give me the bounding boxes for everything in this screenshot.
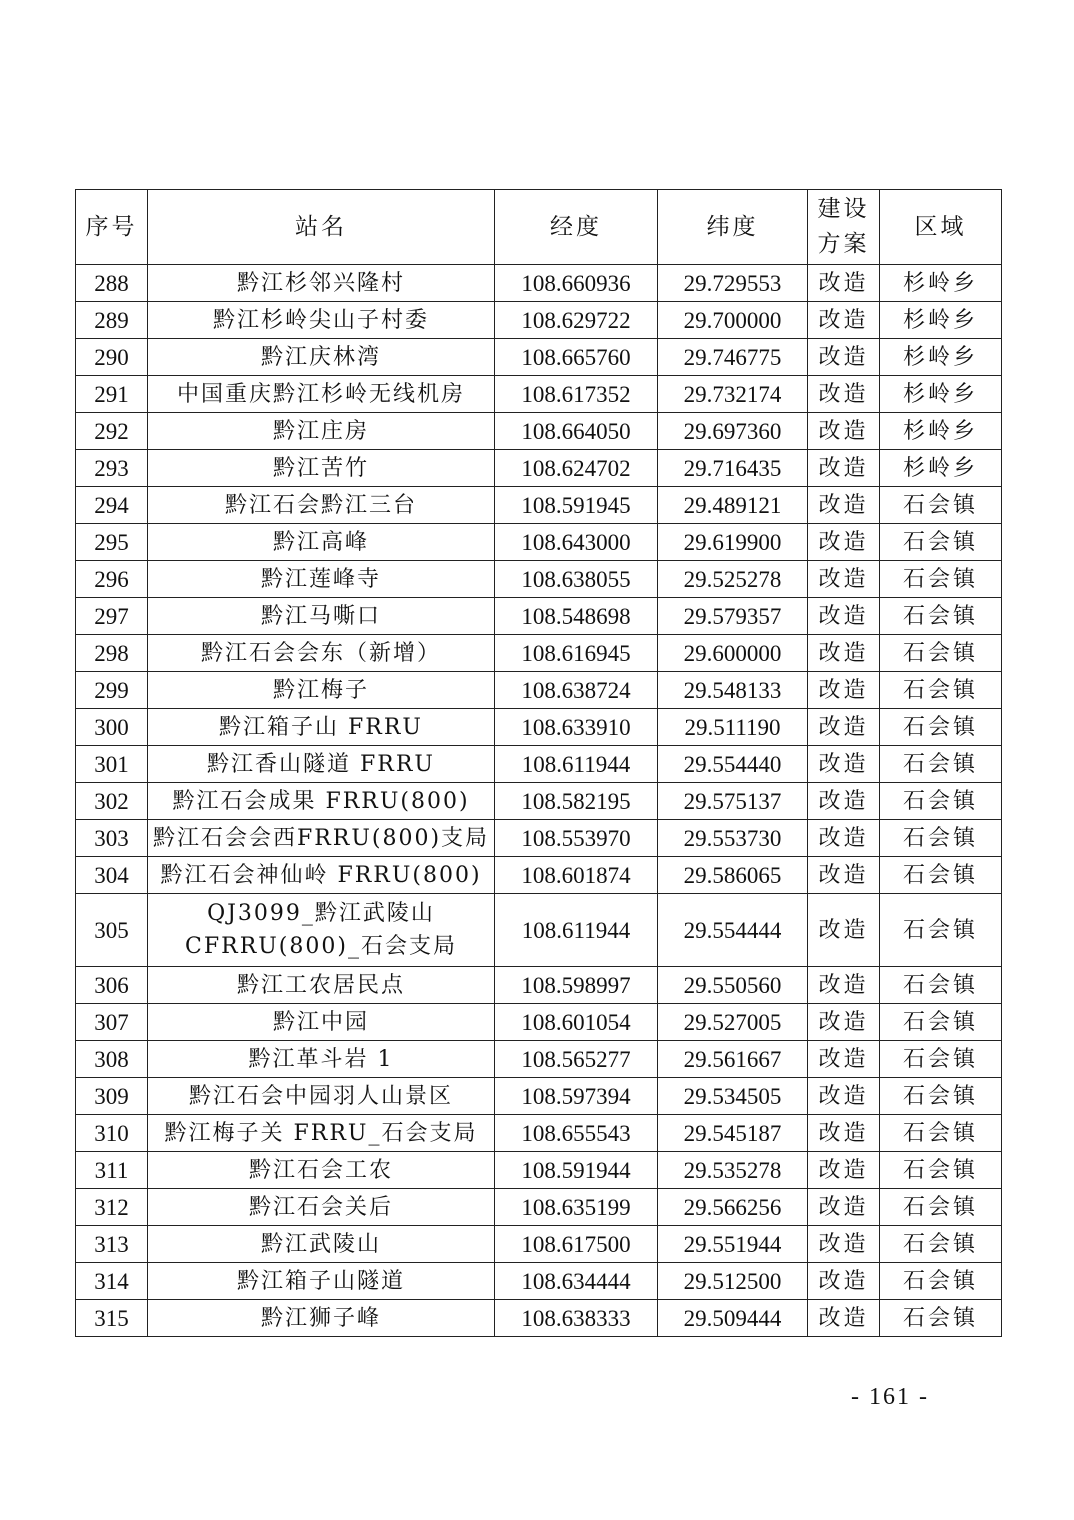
cell-latitude: 29.732174 <box>658 376 808 413</box>
cell-station-name: 黔江石会神仙岭 FRRU(800) <box>148 857 495 894</box>
cell-region: 杉岭乡 <box>880 376 1002 413</box>
cell-region: 石会镇 <box>880 1226 1002 1263</box>
cell-index: 314 <box>76 1263 148 1300</box>
cell-station-name: 黔江箱子山隧道 <box>148 1263 495 1300</box>
cell-longitude: 108.638724 <box>495 672 658 709</box>
cell-construction-plan: 改造 <box>808 709 880 746</box>
cell-latitude: 29.545187 <box>658 1115 808 1152</box>
cell-station-name: 黔江石会会西FRRU(800)支局 <box>148 820 495 857</box>
cell-construction-plan: 改造 <box>808 1226 880 1263</box>
cell-latitude: 29.489121 <box>658 487 808 524</box>
cell-longitude: 108.616945 <box>495 635 658 672</box>
cell-latitude: 29.527005 <box>658 1004 808 1041</box>
cell-construction-plan: 改造 <box>808 302 880 339</box>
cell-construction-plan: 改造 <box>808 1078 880 1115</box>
cell-construction-plan: 改造 <box>808 487 880 524</box>
cell-index: 307 <box>76 1004 148 1041</box>
cell-station-name: 黔江杉邻兴隆村 <box>148 265 495 302</box>
cell-index: 305 <box>76 894 148 967</box>
cell-latitude: 29.550560 <box>658 967 808 1004</box>
table-row <box>76 1300 1002 1337</box>
cell-latitude: 29.554440 <box>658 746 808 783</box>
cell-construction-plan: 改造 <box>808 598 880 635</box>
cell-station-name: 黔江石会黔江三台 <box>148 487 495 524</box>
cell-construction-plan: 改造 <box>808 967 880 1004</box>
cell-longitude: 108.598997 <box>495 967 658 1004</box>
cell-latitude: 29.551944 <box>658 1226 808 1263</box>
cell-region: 石会镇 <box>880 672 1002 709</box>
cell-region: 石会镇 <box>880 1300 1002 1337</box>
cell-construction-plan: 改造 <box>808 857 880 894</box>
cell-region: 石会镇 <box>880 487 1002 524</box>
cell-construction-plan: 改造 <box>808 1004 880 1041</box>
cell-index: 298 <box>76 635 148 672</box>
cell-index: 301 <box>76 746 148 783</box>
table-row <box>76 1263 1002 1300</box>
station-table <box>75 189 1002 1337</box>
cell-latitude: 29.548133 <box>658 672 808 709</box>
cell-longitude: 108.565277 <box>495 1041 658 1078</box>
cell-longitude: 108.611944 <box>495 746 658 783</box>
cell-station-name: 黔江梅子 <box>148 672 495 709</box>
cell-index: 293 <box>76 450 148 487</box>
table-row <box>76 598 1002 635</box>
header-longitude: 经度 <box>495 190 658 265</box>
cell-latitude: 29.512500 <box>658 1263 808 1300</box>
header-station-name: 站名 <box>148 190 495 265</box>
cell-latitude: 29.746775 <box>658 339 808 376</box>
cell-construction-plan: 改造 <box>808 635 880 672</box>
table-row <box>76 1226 1002 1263</box>
cell-construction-plan: 改造 <box>808 524 880 561</box>
cell-region: 石会镇 <box>880 1189 1002 1226</box>
cell-longitude: 108.629722 <box>495 302 658 339</box>
cell-longitude: 108.617352 <box>495 376 658 413</box>
cell-index: 292 <box>76 413 148 450</box>
cell-index: 303 <box>76 820 148 857</box>
cell-station-name: 黔江庆林湾 <box>148 339 495 376</box>
cell-region: 石会镇 <box>880 1004 1002 1041</box>
cell-construction-plan: 改造 <box>808 265 880 302</box>
cell-longitude: 108.617500 <box>495 1226 658 1263</box>
cell-region: 石会镇 <box>880 857 1002 894</box>
header-region: 区域 <box>880 190 1002 265</box>
cell-construction-plan: 改造 <box>808 1041 880 1078</box>
cell-longitude: 108.597394 <box>495 1078 658 1115</box>
cell-longitude: 108.665760 <box>495 339 658 376</box>
cell-longitude: 108.660936 <box>495 265 658 302</box>
cell-longitude: 108.591944 <box>495 1152 658 1189</box>
cell-region: 杉岭乡 <box>880 265 1002 302</box>
table-row <box>76 1078 1002 1115</box>
cell-longitude: 108.601054 <box>495 1004 658 1041</box>
cell-index: 295 <box>76 524 148 561</box>
cell-region: 石会镇 <box>880 820 1002 857</box>
cell-latitude: 29.535278 <box>658 1152 808 1189</box>
table-row <box>76 1152 1002 1189</box>
cell-longitude: 108.611944 <box>495 894 658 967</box>
cell-station-name: 黔江香山隧道 FRRU <box>148 746 495 783</box>
cell-latitude: 29.600000 <box>658 635 808 672</box>
table-body <box>76 265 1002 1337</box>
cell-latitude: 29.553730 <box>658 820 808 857</box>
cell-region: 石会镇 <box>880 894 1002 967</box>
cell-region: 石会镇 <box>880 783 1002 820</box>
cell-longitude: 108.664050 <box>495 413 658 450</box>
cell-longitude: 108.601874 <box>495 857 658 894</box>
cell-longitude: 108.643000 <box>495 524 658 561</box>
cell-longitude: 108.633910 <box>495 709 658 746</box>
cell-construction-plan: 改造 <box>808 413 880 450</box>
cell-region: 石会镇 <box>880 635 1002 672</box>
cell-station-name: 黔江工农居民点 <box>148 967 495 1004</box>
cell-index: 310 <box>76 1115 148 1152</box>
cell-station-name: 中国重庆黔江杉岭无线机房 <box>148 376 495 413</box>
cell-region: 石会镇 <box>880 561 1002 598</box>
cell-station-name: 黔江石会会东（新增） <box>148 635 495 672</box>
cell-station-name: 黔江中园 <box>148 1004 495 1041</box>
cell-latitude: 29.697360 <box>658 413 808 450</box>
table-row <box>76 1189 1002 1226</box>
cell-station-name: 黔江石会工农 <box>148 1152 495 1189</box>
cell-construction-plan: 改造 <box>808 783 880 820</box>
cell-index: 296 <box>76 561 148 598</box>
header-latitude: 纬度 <box>658 190 808 265</box>
cell-region: 石会镇 <box>880 524 1002 561</box>
cell-latitude: 29.561667 <box>658 1041 808 1078</box>
table-row <box>76 561 1002 598</box>
cell-region: 石会镇 <box>880 1115 1002 1152</box>
cell-station-name: 黔江莲峰寺 <box>148 561 495 598</box>
cell-longitude: 108.553970 <box>495 820 658 857</box>
cell-index: 300 <box>76 709 148 746</box>
cell-latitude: 29.525278 <box>658 561 808 598</box>
cell-construction-plan: 改造 <box>808 1300 880 1337</box>
cell-longitude: 108.655543 <box>495 1115 658 1152</box>
header-plan-line2: 方案 <box>817 231 870 257</box>
cell-index: 304 <box>76 857 148 894</box>
cell-station-name: 黔江杉岭尖山子村委 <box>148 302 495 339</box>
table-row <box>76 265 1002 302</box>
cell-station-name: 黔江武陵山 <box>148 1226 495 1263</box>
header-index: 序号 <box>76 190 148 265</box>
cell-latitude: 29.700000 <box>658 302 808 339</box>
cell-region: 石会镇 <box>880 709 1002 746</box>
cell-region: 石会镇 <box>880 746 1002 783</box>
cell-region: 石会镇 <box>880 1152 1002 1189</box>
cell-index: 311 <box>76 1152 148 1189</box>
cell-latitude: 29.554444 <box>658 894 808 967</box>
table-row <box>76 967 1002 1004</box>
cell-region: 石会镇 <box>880 1078 1002 1115</box>
cell-region: 杉岭乡 <box>880 413 1002 450</box>
cell-index: 308 <box>76 1041 148 1078</box>
table-row <box>76 709 1002 746</box>
cell-longitude: 108.591945 <box>495 487 658 524</box>
table-header-row <box>76 190 1002 265</box>
table-row <box>76 450 1002 487</box>
cell-station-name <box>148 894 495 967</box>
cell-index: 315 <box>76 1300 148 1337</box>
cell-station-name: 黔江马嘶口 <box>148 598 495 635</box>
cell-index: 309 <box>76 1078 148 1115</box>
cell-construction-plan: 改造 <box>808 1189 880 1226</box>
cell-latitude: 29.566256 <box>658 1189 808 1226</box>
cell-index: 294 <box>76 487 148 524</box>
cell-longitude: 108.582195 <box>495 783 658 820</box>
table-row <box>76 524 1002 561</box>
table-row <box>76 302 1002 339</box>
table-row <box>76 1115 1002 1152</box>
cell-region: 杉岭乡 <box>880 302 1002 339</box>
cell-construction-plan: 改造 <box>808 1263 880 1300</box>
cell-latitude: 29.509444 <box>658 1300 808 1337</box>
cell-latitude: 29.619900 <box>658 524 808 561</box>
cell-station-name: 黔江庄房 <box>148 413 495 450</box>
cell-longitude: 108.548698 <box>495 598 658 635</box>
cell-station-name: 黔江革斗岩 1 <box>148 1041 495 1078</box>
cell-index: 302 <box>76 783 148 820</box>
cell-construction-plan: 改造 <box>808 672 880 709</box>
cell-station-name: 黔江梅子关 FRRU_石会支局 <box>148 1115 495 1152</box>
cell-region: 石会镇 <box>880 1041 1002 1078</box>
cell-construction-plan: 改造 <box>808 1152 880 1189</box>
cell-latitude: 29.716435 <box>658 450 808 487</box>
cell-longitude: 108.635199 <box>495 1189 658 1226</box>
table-row <box>76 1041 1002 1078</box>
cell-construction-plan: 改造 <box>808 894 880 967</box>
cell-station-name: 黔江石会中园羽人山景区 <box>148 1078 495 1115</box>
cell-construction-plan: 改造 <box>808 746 880 783</box>
cell-index: 312 <box>76 1189 148 1226</box>
cell-station-name: 黔江石会关后 <box>148 1189 495 1226</box>
cell-latitude: 29.511190 <box>658 709 808 746</box>
cell-station-name: 黔江高峰 <box>148 524 495 561</box>
cell-latitude: 29.586065 <box>658 857 808 894</box>
cell-region: 石会镇 <box>880 967 1002 1004</box>
table-row <box>76 339 1002 376</box>
cell-index: 289 <box>76 302 148 339</box>
table-row <box>76 783 1002 820</box>
cell-construction-plan: 改造 <box>808 561 880 598</box>
cell-region: 杉岭乡 <box>880 339 1002 376</box>
cell-region: 石会镇 <box>880 598 1002 635</box>
cell-index: 290 <box>76 339 148 376</box>
table-row <box>76 820 1002 857</box>
cell-latitude: 29.534505 <box>658 1078 808 1115</box>
cell-region: 石会镇 <box>880 1263 1002 1300</box>
cell-station-name: 黔江石会成果 FRRU(800) <box>148 783 495 820</box>
cell-index: 299 <box>76 672 148 709</box>
cell-longitude: 108.638333 <box>495 1300 658 1337</box>
cell-construction-plan: 改造 <box>808 376 880 413</box>
cell-station-name: 黔江苦竹 <box>148 450 495 487</box>
station-name-line1: QJ3099_黔江武陵山 <box>207 901 435 926</box>
table-row <box>76 672 1002 709</box>
table-row <box>76 894 1002 967</box>
cell-index: 313 <box>76 1226 148 1263</box>
cell-construction-plan: 改造 <box>808 450 880 487</box>
table-row <box>76 746 1002 783</box>
cell-index: 306 <box>76 967 148 1004</box>
table-row <box>76 376 1002 413</box>
cell-station-name: 黔江箱子山 FRRU <box>148 709 495 746</box>
header-construction-plan <box>808 190 880 265</box>
cell-construction-plan: 改造 <box>808 820 880 857</box>
cell-construction-plan: 改造 <box>808 339 880 376</box>
table-row <box>76 413 1002 450</box>
cell-region: 杉岭乡 <box>880 450 1002 487</box>
cell-latitude: 29.575137 <box>658 783 808 820</box>
cell-longitude: 108.634444 <box>495 1263 658 1300</box>
header-plan-line1: 建设 <box>817 196 870 222</box>
cell-construction-plan: 改造 <box>808 1115 880 1152</box>
cell-station-name: 黔江狮子峰 <box>148 1300 495 1337</box>
station-table-container <box>75 189 1001 1337</box>
table-row <box>76 487 1002 524</box>
table-row <box>76 1004 1002 1041</box>
cell-longitude: 108.638055 <box>495 561 658 598</box>
cell-latitude: 29.579357 <box>658 598 808 635</box>
station-name-line2: CFRRU(800)_石会支局 <box>185 934 457 959</box>
cell-latitude: 29.729553 <box>658 265 808 302</box>
cell-index: 291 <box>76 376 148 413</box>
cell-index: 288 <box>76 265 148 302</box>
page-number: - 161 - <box>851 1384 929 1410</box>
cell-index: 297 <box>76 598 148 635</box>
cell-longitude: 108.624702 <box>495 450 658 487</box>
table-row <box>76 857 1002 894</box>
table-row <box>76 635 1002 672</box>
